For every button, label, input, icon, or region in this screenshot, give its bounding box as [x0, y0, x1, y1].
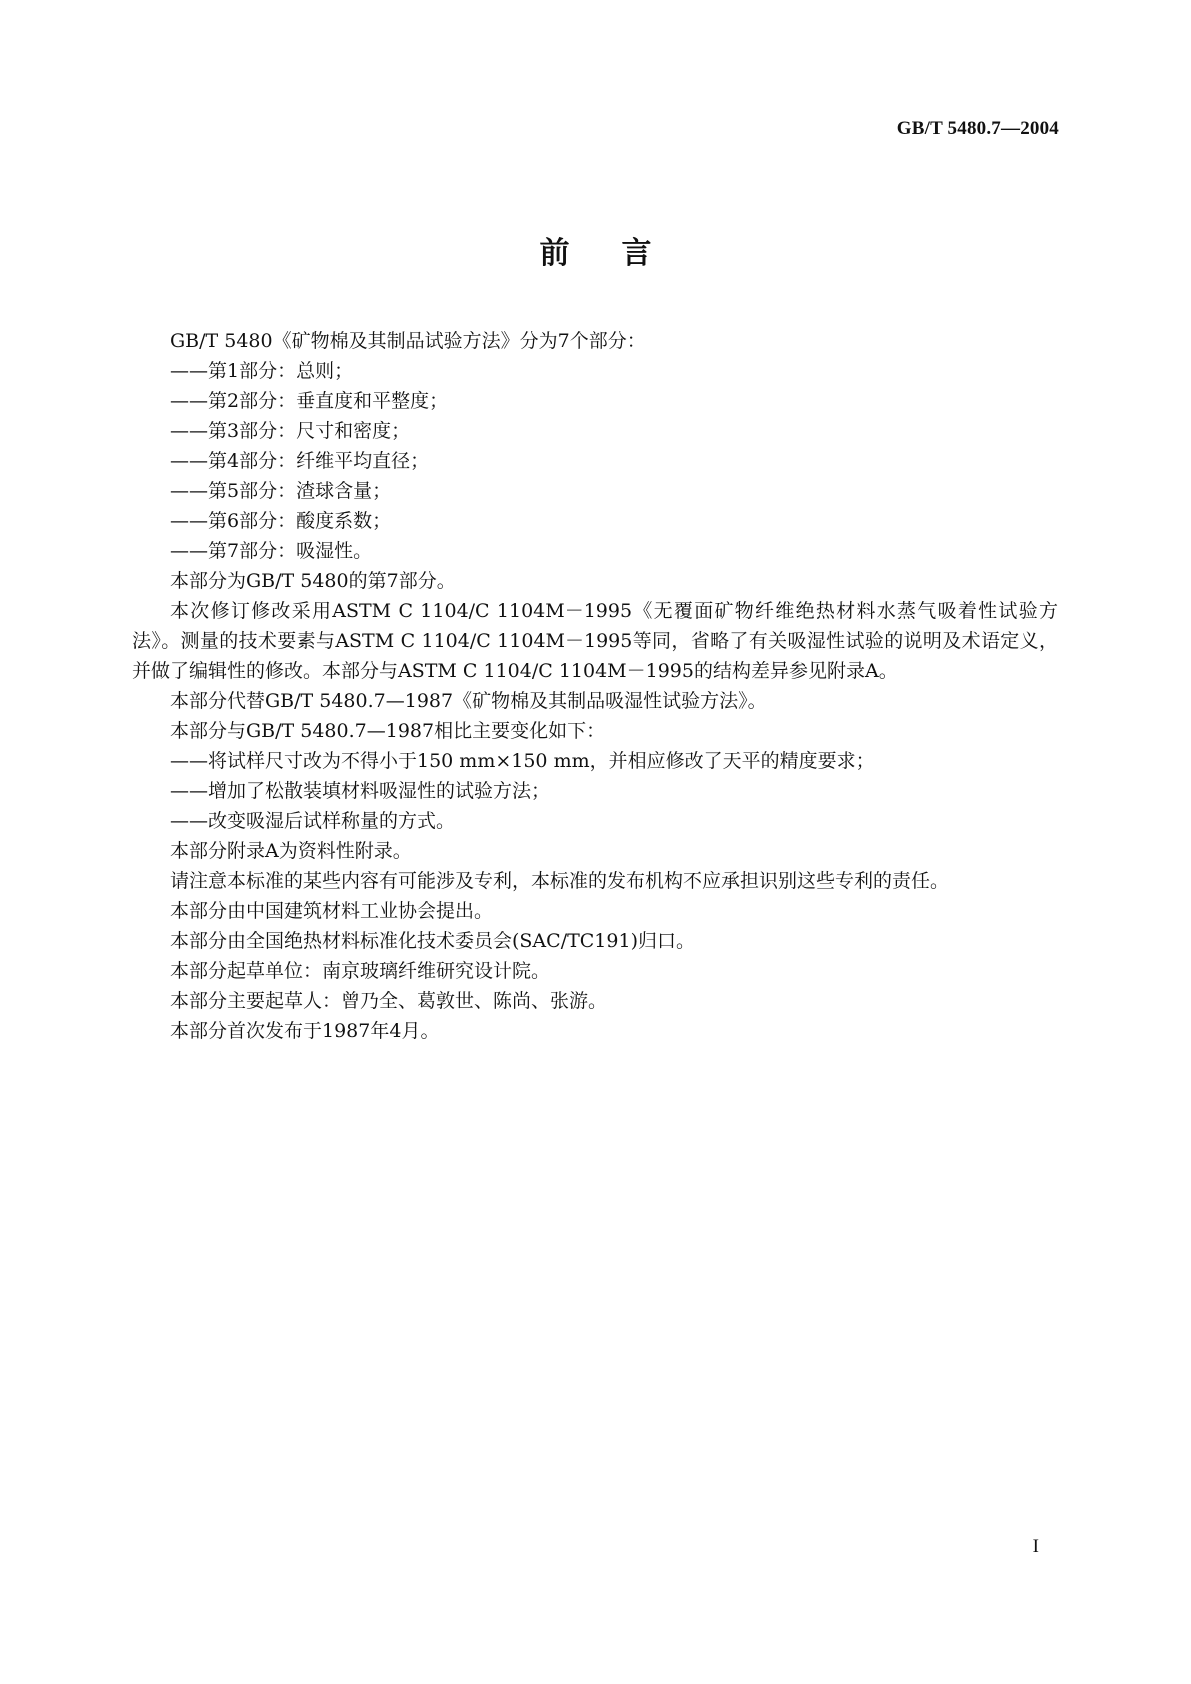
list-item-part-7: ——第7部分：吸湿性。 — [170, 540, 373, 562]
paragraph-drafting-unit: 本部分起草单位：南京玻璃纤维研究设计院。 — [170, 960, 551, 982]
list-item-part-1: ——第1部分：总则； — [170, 360, 354, 382]
paragraph-annex: 本部分附录A为资料性附录。 — [170, 840, 412, 862]
list-item-change-3: ——改变吸湿后试样称量的方式。 — [170, 810, 456, 832]
list-item-part-6: ——第6部分：酸度系数； — [170, 510, 392, 532]
page-number: I — [1032, 1536, 1039, 1557]
list-item-change-2: ——增加了松散装填材料吸湿性的试验方法； — [170, 780, 551, 802]
paragraph-centralized-by: 本部分由全国绝热材料标准化技术委员会(SAC/TC191)归口。 — [170, 930, 695, 952]
list-item-change-1: ——将试样尺寸改为不得小于150 mm×150 mm，并相应修改了天平的精度要求； — [170, 750, 875, 772]
page-title: 前言 — [539, 236, 704, 271]
paragraph-replaces: 本部分代替GB/T 5480.7—1987《矿物棉及其制品吸湿性试验方法》。 — [170, 690, 767, 712]
paragraph-proposed-by: 本部分由中国建筑材料工业协会提出。 — [170, 900, 494, 922]
list-item-part-4: ——第4部分：纤维平均直径； — [170, 450, 430, 472]
paragraph-revision-basis: 本次修订修改采用ASTM C 1104/C 1104M－1995《无覆面矿物纤维绝热材料水蒸气吸着性试验方法》。测量的技术要素与ASTM C 1104/C 1104M－1995等同，省略了有关吸湿性试验的说明及术语定义，并做了编辑性的修改。本部分与ASTM C 1104/C 1104M－1995的结构差异参见附录A。 — [132, 600, 1058, 682]
foreword-body — [132, 326, 1058, 1046]
paragraph-this-part: 本部分为GB/T 5480的第7部分。 — [170, 570, 456, 592]
list-item-part-5: ——第5部分：渣球含量； — [170, 480, 392, 502]
paragraph-patent-notice: 请注意本标准的某些内容有可能涉及专利，本标准的发布机构不应承担识别这些专利的责任。 — [170, 870, 950, 892]
list-item-part-2: ——第2部分：垂直度和平整度； — [170, 390, 449, 412]
paragraph-first-issued: 本部分首次发布于1987年4月。 — [170, 1020, 440, 1042]
paragraph-parts-intro: GB/T 5480《矿物棉及其制品试验方法》分为7个部分： — [170, 330, 646, 352]
paragraph-drafters: 本部分主要起草人：曾乃全、葛敦世、陈尚、张游。 — [170, 990, 608, 1012]
paragraph-changes-intro: 本部分与GB/T 5480.7—1987相比主要变化如下： — [170, 720, 606, 742]
standard-code: GB/T 5480.7—2004 — [896, 118, 1059, 139]
list-item-part-3: ——第3部分：尺寸和密度； — [170, 420, 411, 442]
